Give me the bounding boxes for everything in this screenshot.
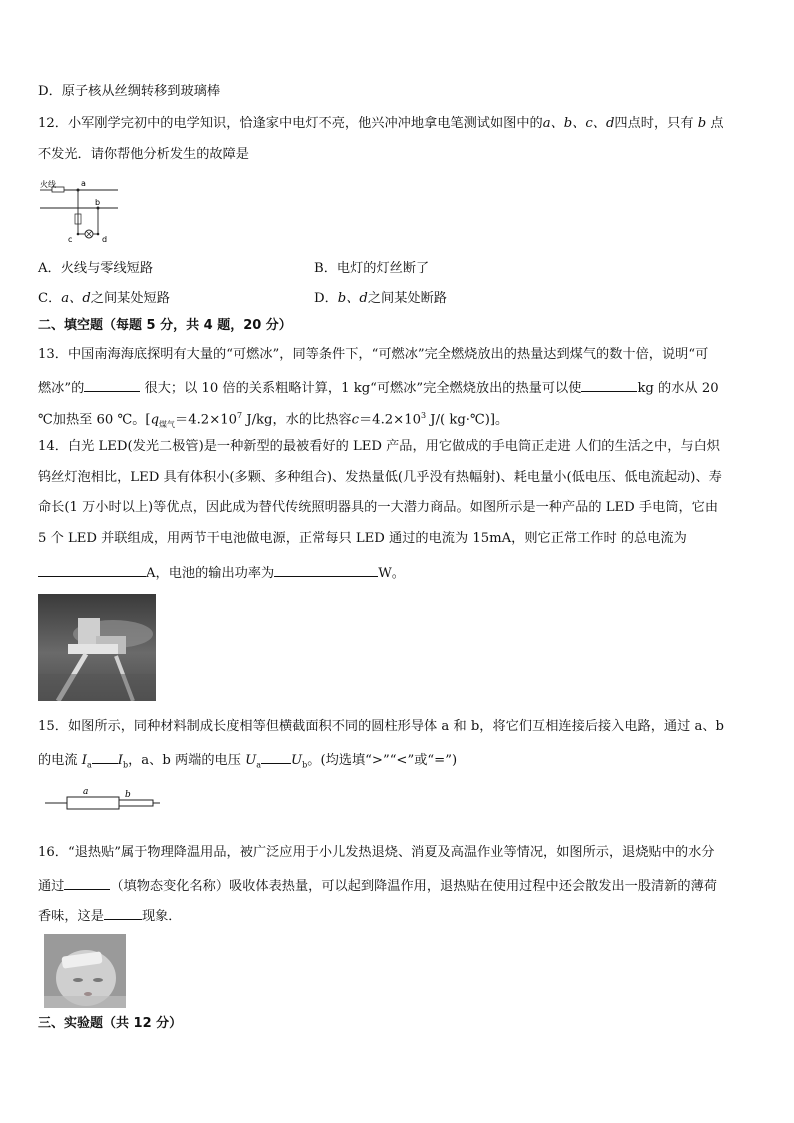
conductor-b — [119, 800, 153, 806]
q14-line5: A，电池的输出功率为 W。 — [38, 562, 405, 583]
q12-stem-line1: 12．小军刚学完初中的电学知识，恰逢家中电灯不亮，他兴冲冲地拿电笔测试如图中的a、b、c、d四点时，只有 b 点 — [38, 116, 724, 131]
svg-text:b: b — [125, 790, 131, 800]
q16-line1: 16．“退热贴”属于物理降温用品，被广泛应用于小儿发热退烧、消夏及高温作业等情况，如图所示，退烧贴中的水分 — [38, 845, 715, 860]
q13-blank-2[interactable] — [581, 377, 637, 392]
q15-line1: 15．如图所示，同种材料制成长度相等但横截面积不同的圆柱形导体 a 和 b，将它们互相连接后接入电路，通过 a、b — [38, 719, 724, 734]
section-2-heading: 二、填空题（每题 5 分，共 4 题，20 分） — [38, 318, 292, 333]
q14-line2: 钨丝灯泡相比，LED 具有体积小(多颗、多种组合)、发热量低(几乎没有热幅射)、耗电量小(低电压、低电流起动)、寿 — [38, 470, 722, 485]
live-wire-label: 火线 — [40, 180, 56, 189]
q16-line3: 香味，这是 现象． — [38, 905, 182, 926]
q14-line1: 14．白光 LED(发光二极管)是一种新型的最被看好的 LED 产品，用它做成的手电筒正走进 人们的生活之中，与白炽 — [38, 439, 720, 454]
q15-blank-voltage[interactable] — [261, 749, 291, 764]
q12-option-d: D．b、d之间某处断路 — [314, 291, 447, 306]
q16-blank-2[interactable] — [104, 905, 142, 920]
q11-option-d: D．原子核从丝绸转移到玻璃棒 — [38, 84, 221, 99]
q14-line4: 5 个 LED 并联组成，用两节干电池做电源，正常每只 LED 通过的电流为 15mA，则它正常工作时 的总电流为 — [38, 531, 687, 546]
q13-line1: 13．中国南海海底探明有大量的“可燃冰”，同等条件下，“可燃冰”完全燃烧放出的热量达到煤气的数十倍，说明“可 — [38, 347, 709, 362]
svg-text:a: a — [83, 788, 89, 797]
q13-line2: 燃冰”的 很大；以 10 倍的关系粗略计算，1 kg“可燃冰”完全燃烧放出的热量可以使 kg 的水从 20 — [38, 377, 719, 398]
q12-stem-line2: 不发光．请你帮他分析发生的故障是 — [38, 147, 249, 162]
svg-text:a: a — [81, 179, 86, 188]
q15-blank-current[interactable] — [92, 749, 118, 764]
section-3-heading: 三、实验题（共 12 分） — [38, 1016, 183, 1031]
q15-line2: 的电流 $I_a$ $I_b$，a、b 两端的电压 $U_a$ $U_b$。(均选填“>”“<”或“=”) — [38, 749, 457, 775]
q14-line3: 命长(1 万小时以上)等优点，因此成为替代传统照明器具的一大潜力商品。如图所示是一种产品的 LED 手电筒，它由 — [38, 500, 719, 515]
q12-option-a: A．火线与零线短路 — [38, 261, 154, 276]
conductor-a — [67, 797, 119, 809]
fever-patch-photo — [44, 934, 126, 1008]
q16-line2: 通过 （填物态变化名称）吸收体表热量，可以起到降温作用，退热贴在使用过程中还会散发出一股清新的薄荷 — [38, 875, 717, 896]
q16-blank-1[interactable] — [64, 875, 110, 890]
q13-line3: ℃加热至 60 ℃。[$q_{煤气}=4.2\times 10^7$ J/kg，水的比热容$c=4.2\times 10^3$ J/( kg·℃)]。 — [38, 411, 509, 430]
q14-blank-current[interactable] — [38, 562, 146, 577]
q12-option-b: B．电灯的灯丝断了 — [314, 261, 430, 276]
q12-option-c: C．a、d之间某处短路 — [38, 291, 170, 306]
q13-blank-1[interactable] — [84, 377, 140, 392]
q15-conductors-diagram — [45, 788, 160, 816]
svg-text:c: c — [68, 235, 73, 244]
q14-blank-power[interactable] — [274, 562, 378, 577]
q12-circuit-diagram — [38, 176, 128, 246]
led-flashlight-photo — [38, 594, 156, 701]
svg-text:b: b — [95, 198, 101, 207]
svg-text:d: d — [102, 235, 108, 244]
